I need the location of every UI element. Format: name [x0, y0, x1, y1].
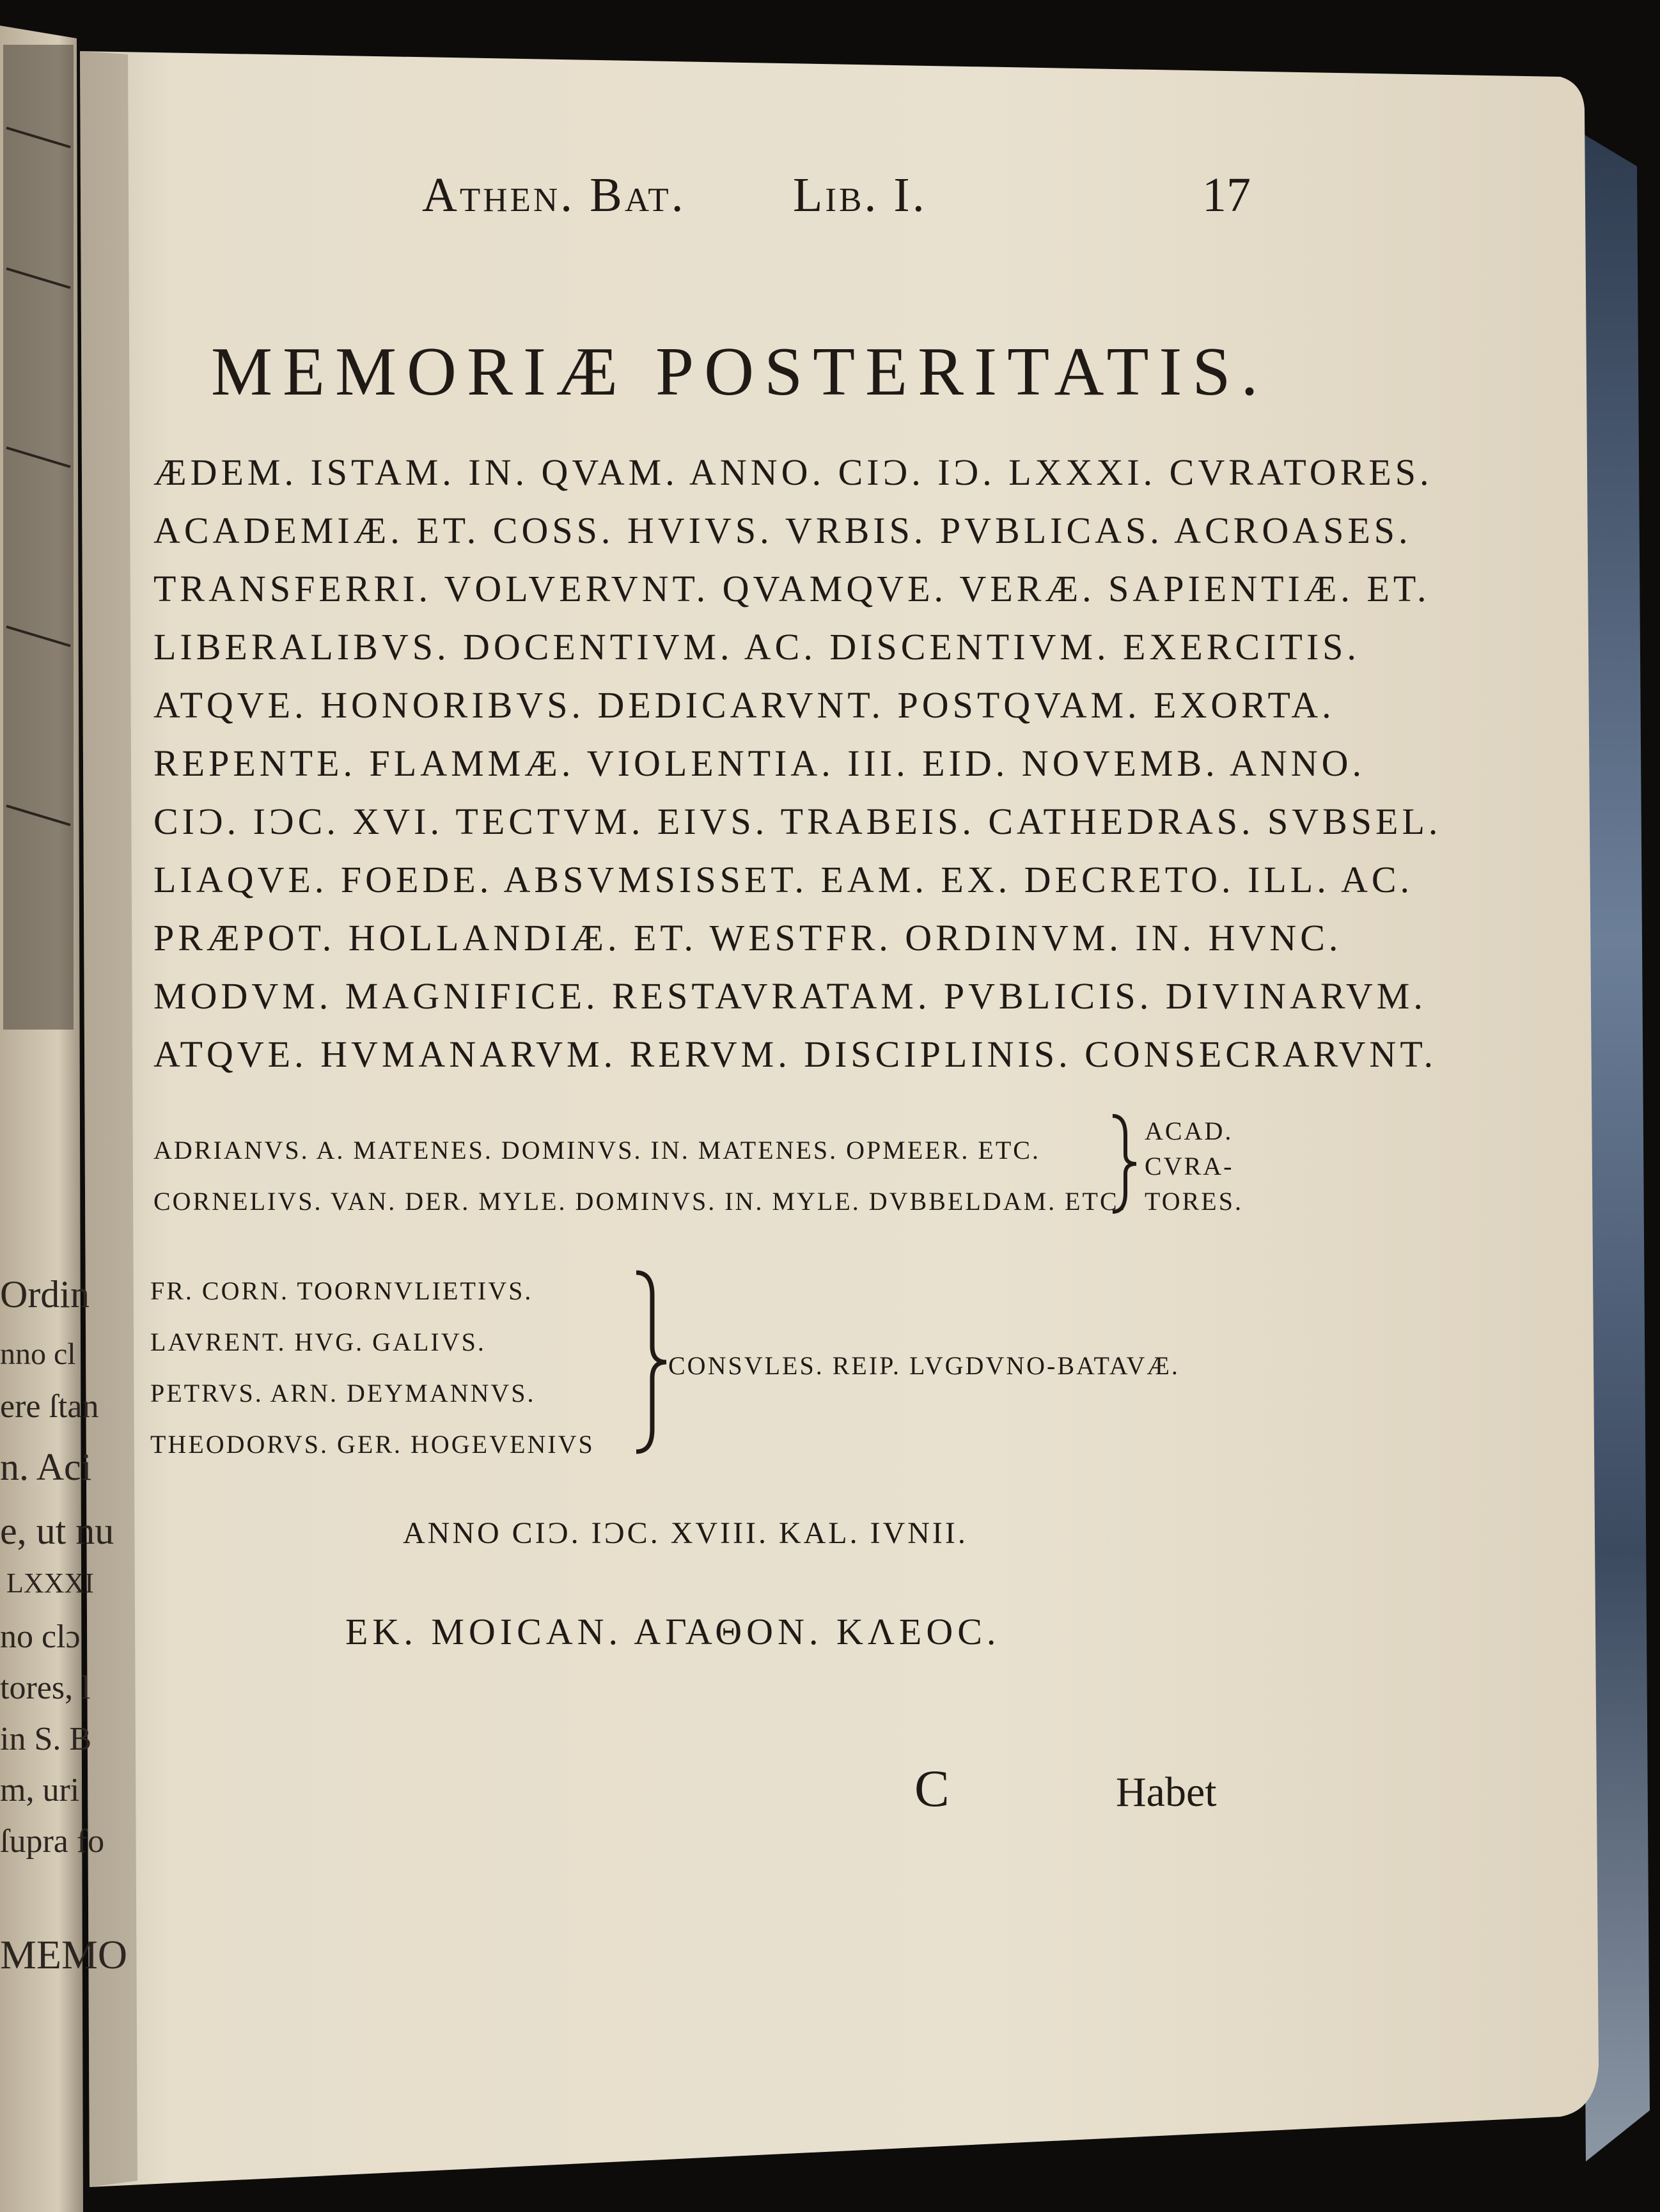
inscription-line: PRÆPOT. HOLLANDIÆ. ET. WESTFR. ORDINVM. IN. HVNC.: [153, 917, 1342, 959]
inscription-line: CIƆ. IƆC. XVI. TECTVM. EIVS. TRABEIS. CATHEDRAS. SVBSEL.: [153, 801, 1442, 842]
inscription-line: ATQVE. HVMANARVM. RERVM. DISCIPLINIS. CONSECRARVNT.: [153, 1033, 1437, 1075]
inscription-line: TRANSFERRI. VOLVERVNT. QVAMQVE. VERÆ. SAPIENTIÆ. ET.: [153, 568, 1430, 609]
left-page-fragment: MEMO: [0, 1932, 128, 1977]
inscription-line: ÆDEM. ISTAM. IN. QVAM. ANNO. CIƆ. IƆ. LXXXI. CVRATORES.: [153, 451, 1433, 493]
consul-name: PETRVS. ARN. DEYMANNVS.: [150, 1379, 536, 1408]
left-page-engraving: [3, 45, 74, 1030]
left-page-fragment: no clɔ: [0, 1619, 81, 1655]
greek-line: ΕΚ. ΜΟΙCΑΝ. ΑΓΑΘΟΝ. ΚΛΕΟC.: [345, 1611, 1001, 1652]
curators-role: ACAD.: [1145, 1117, 1233, 1145]
left-page-fragment: tores, l: [0, 1670, 91, 1706]
catchword: Habet: [1116, 1769, 1217, 1816]
left-page-fragment: nno cl: [0, 1337, 76, 1371]
left-page-fragment: in S. B: [0, 1721, 92, 1757]
consul-name: THEODORVS. GER. HOGEVENIVS: [150, 1430, 595, 1459]
curator-name: ADRIANVS. A. MATENES. DOMINVS. IN. MATENES. OPMEER. ETC.: [153, 1136, 1040, 1165]
inscription-line: ATQVE. HONORIBVS. DEDICARVNT. POSTQVAM. EXORTA.: [153, 684, 1335, 726]
curator-name: CORNELIVS. VAN. DER. MYLE. DOMINVS. IN. MYLE. DVBBELDAM. ETC.: [153, 1187, 1127, 1216]
left-page-fragment: Ordin: [0, 1273, 90, 1315]
left-page-fragment: ſupra fo: [0, 1823, 105, 1860]
left-page-fragment: LXXXI: [6, 1567, 94, 1599]
left-page-fragment: n. Aci: [0, 1446, 92, 1488]
inscription-line: REPENTE. FLAMMÆ. VIOLENTIA. III. EID. NOVEMB. ANNO.: [153, 742, 1365, 784]
consul-name: LAVRENT. HVG. GALIVS.: [150, 1328, 486, 1356]
signature-mark: C: [914, 1759, 950, 1817]
inscription-line: LIAQVE. FOEDE. ABSVMSISSET. EAM. EX. DECRETO. ILL. AC.: [153, 859, 1414, 900]
left-page-fragment: m, uri: [0, 1772, 80, 1808]
left-page-fragment: ere ſtan: [0, 1388, 99, 1425]
inscription-title: MEMORIÆ POSTERITATIS.: [211, 334, 1269, 410]
curators-brace: [1109, 1113, 1141, 1215]
inscription-line: ACADEMIÆ. ET. COSS. HVIVS. VRBIS. PVBLICAS. ACROASES.: [153, 510, 1412, 551]
curators-role: TORES.: [1145, 1187, 1243, 1216]
left-page-fragment: e, ut nu: [0, 1510, 114, 1552]
curators-role: CVRA-: [1145, 1152, 1234, 1181]
consuls-brace: [633, 1269, 671, 1455]
book-number: Lib. I.: [793, 168, 927, 222]
inscription-line: MODVM. MAGNIFICE. RESTAVRATAM. PVBLICIS. DIVINARVM.: [153, 975, 1427, 1017]
page-number: 17: [1202, 168, 1251, 222]
date-line: ANNO CIƆ. IƆC. XVIII. KAL. IVNII.: [403, 1516, 968, 1550]
consuls-role: CONSVLES. REIP. LVGDVNO-BATAVÆ.: [668, 1351, 1180, 1380]
inscription-line: LIBERALIBVS. DOCENTIVM. AC. DISCENTIVM. EXERCITIS.: [153, 626, 1360, 668]
running-title: Athen. Bat.: [422, 168, 686, 222]
consul-name: FR. CORN. TOORNVLIETIVS.: [150, 1276, 533, 1305]
